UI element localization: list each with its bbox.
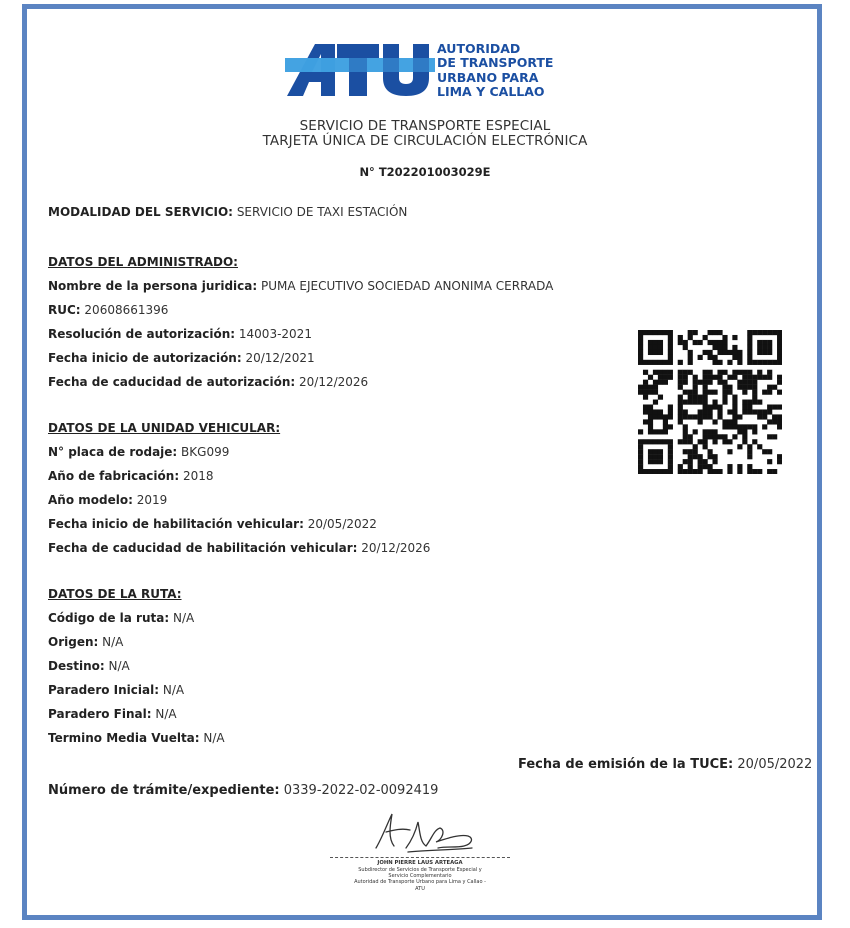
field-value: 20/05/2022 [307,517,377,531]
field-label: Año modelo: [48,493,133,507]
signature-line [330,857,510,858]
field-row [48,611,194,625]
signer-title-line: ATU [415,885,425,892]
field-row [48,683,184,697]
field-row [48,351,315,365]
field-row [48,327,312,341]
field-value: 14003-2021 [238,327,312,341]
field-row [48,635,123,649]
field-row [48,707,177,721]
field-value: 2019 [136,493,168,507]
signer-title-line: Servicio Complementario [388,873,452,880]
field-value: N/A [203,731,225,745]
field-row [48,659,130,673]
certificate-number: N° T202201003029E [359,165,491,179]
field-value: N/A [108,659,130,673]
field-label: Termino Media Vuelta: [48,731,200,745]
atu-logo-icon [285,36,435,98]
field-label: Paradero Final: [48,707,152,721]
logo-line: URBANO PARA [437,69,539,85]
field-value: N/A [155,707,177,721]
field-value: BKG099 [181,445,230,459]
field-value: N/A [102,635,124,649]
logo-text [437,42,553,100]
field-value: 0339-2022-02-0092419 [283,783,439,798]
field-row [48,731,225,745]
handwritten-signature [368,808,480,856]
field-value: N/A [172,611,195,625]
field-row [48,517,377,531]
signer-title [320,867,520,892]
field-value: N/A [162,683,185,697]
field-label: Paradero Inicial: [48,683,160,697]
signer-name: JOHN PIERRE LAUS ARTEAGA [377,860,463,866]
tramite-row [48,783,438,798]
logo-line: DE TRANSPORTE [437,55,554,71]
field-label: Resolución de autorización: [48,327,236,341]
field-value: PUMA EJECUTIVO SOCIEDAD ANONIMA CERRADA [261,279,554,293]
logo-line: LIMA Y CALLAO [437,84,545,100]
field-label: RUC: [48,303,81,317]
field-row [48,445,229,459]
emission-date-row [518,757,812,772]
field-value: 20/12/2026 [361,541,431,555]
field-label: Fecha de caducidad de autorización: [48,375,296,389]
card-title: TARJETA ÚNICA DE CIRCULACIÓN ELECTRÓNICA [262,133,588,149]
field-label: Fecha de caducidad de habilitación vehicular: [48,541,358,555]
field-row [48,303,168,317]
field-label: Fecha inicio de autorización: [48,351,242,365]
field-label: Destino: [48,659,105,673]
section-administrado: DATOS DEL ADMINISTRADO: [48,255,238,269]
field-row [48,375,368,389]
section-unidad-vehicular: DATOS DE LA UNIDAD VEHICULAR: [48,421,281,435]
qr-code-icon [638,330,782,474]
signer-title-line: Autoridad de Transporte Urbano para Lima y Callao - [354,879,486,886]
field-label: Origen: [48,635,99,649]
modalidad-row [48,205,407,219]
field-label: N° placa de rodaje: [48,445,178,459]
field-value: 20608661396 [84,303,169,317]
field-label: Código de la ruta: [48,611,170,625]
field-row [48,469,214,483]
field-label: Fecha inicio de habilitación vehicular: [48,517,304,531]
section-ruta: DATOS DE LA RUTA: [48,587,182,601]
field-row [48,541,430,555]
field-value: 2018 [182,469,214,483]
field-value: 20/05/2022 [737,757,813,772]
field-label: Fecha de emisión de la TUCE: [518,757,734,772]
field-value: 20/12/2021 [245,351,315,365]
logo-line: AUTORIDAD [437,41,521,56]
field-label: MODALIDAD DEL SERVICIO: [48,205,233,219]
field-label: Número de trámite/expediente: [48,783,280,798]
field-row [48,279,553,293]
field-label: Nombre de la persona juridica: [48,279,258,293]
signer-title-line: Subdirector de Servicios de Transporte Especial y [358,867,482,873]
field-value: SERVICIO DE TAXI ESTACIÓN [236,205,408,219]
service-title: SERVICIO DE TRANSPORTE ESPECIAL [299,118,551,134]
field-label: Año de fabricación: [48,469,180,483]
field-value: 20/12/2026 [299,375,369,389]
field-row [48,493,167,507]
